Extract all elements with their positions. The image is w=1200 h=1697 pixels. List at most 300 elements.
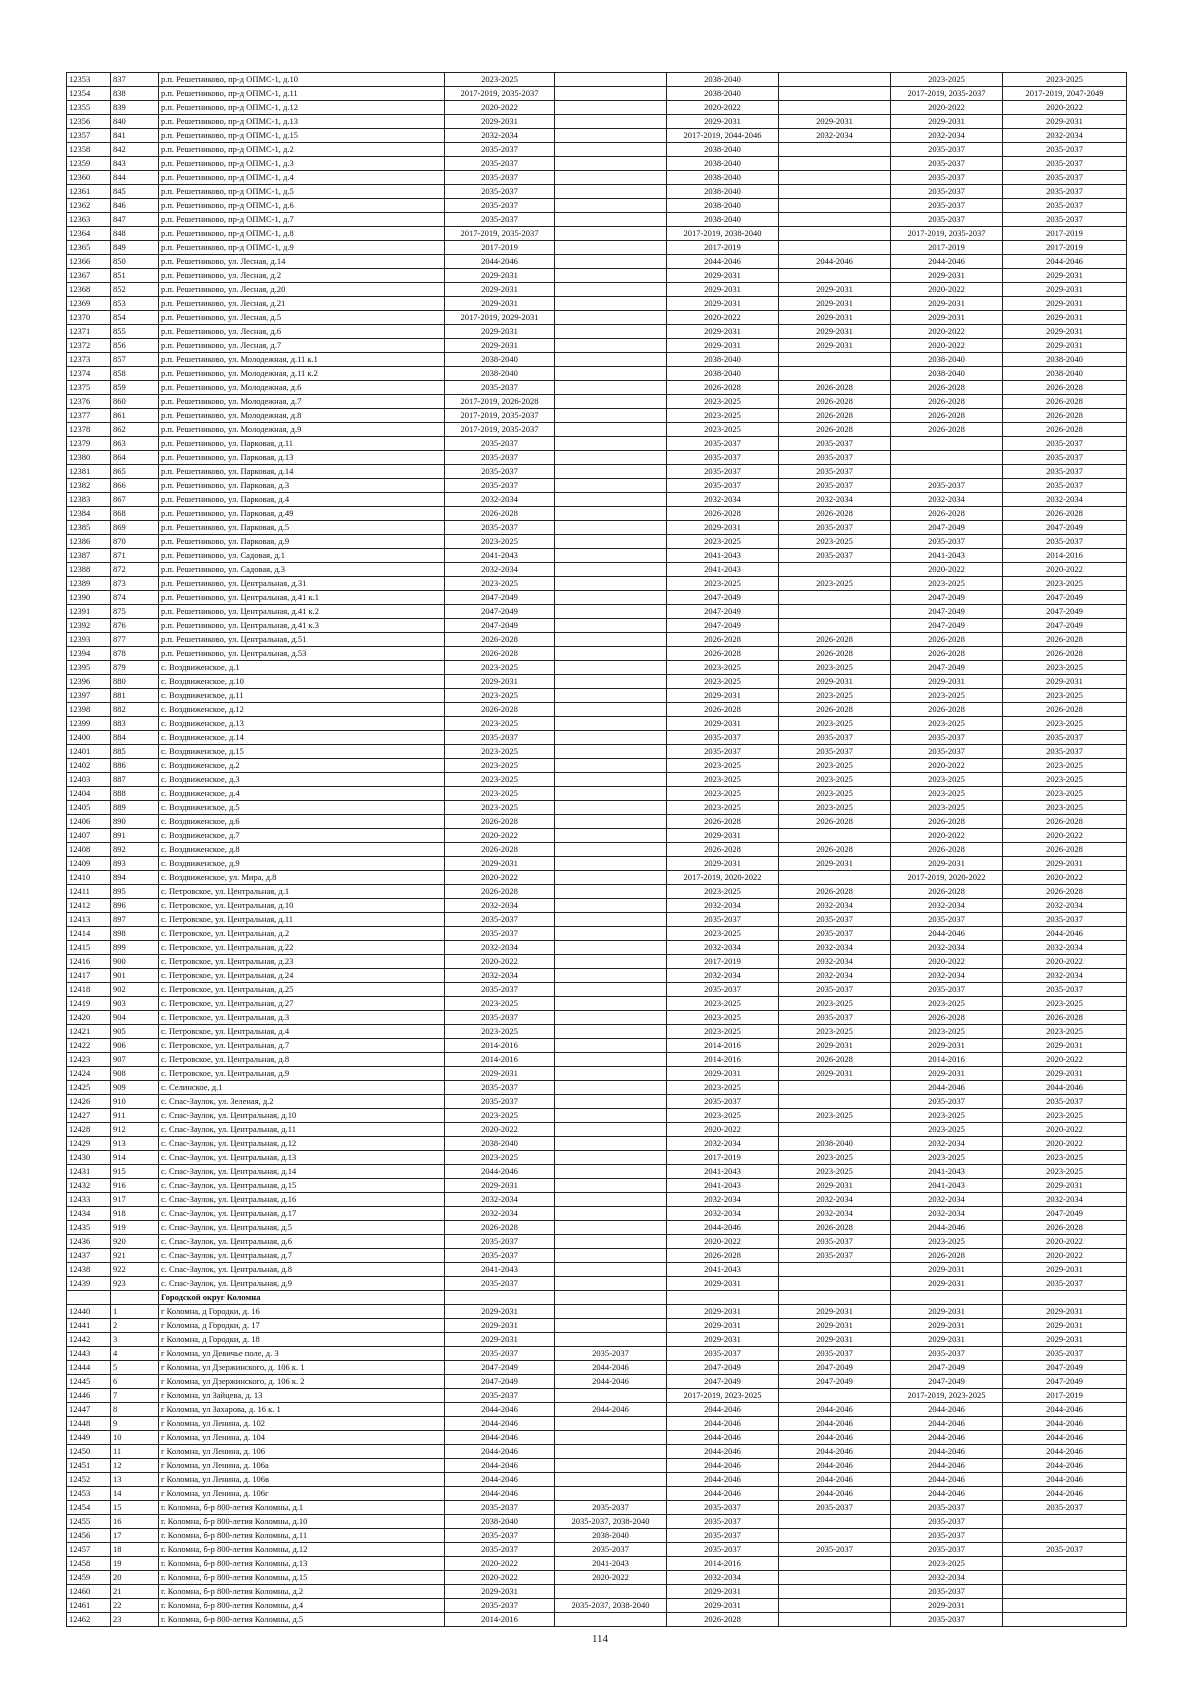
cell-period-4: 2047-2049 <box>779 1375 891 1389</box>
table-row <box>67 493 1127 507</box>
cell-period-1: 2023-2025 <box>445 1025 555 1039</box>
cell-row-id: 12417 <box>67 969 111 983</box>
cell-period-6: 2020-2022 <box>1003 1053 1127 1067</box>
cell-address: г Коломна, ул Зайцева, д. 13 <box>159 1389 445 1403</box>
cell-row-index: 846 <box>111 199 159 213</box>
cell-period-3: 2035-2037 <box>667 913 779 927</box>
table-row <box>67 1081 1127 1095</box>
cell-period-3: 2023-2025 <box>667 1025 779 1039</box>
cell-period-3: 2035-2037 <box>667 1515 779 1529</box>
cell-period-6: 2020-2022 <box>1003 1235 1127 1249</box>
cell-row-index: 876 <box>111 619 159 633</box>
cell-period-2 <box>555 1445 667 1459</box>
cell-row-index: 841 <box>111 129 159 143</box>
cell-address: г. Коломна, б-р 800-летия Коломны, д.11 <box>159 1529 445 1543</box>
cell-period-1: 2017-2019, 2026-2028 <box>445 395 555 409</box>
cell-period-3: 2023-2025 <box>667 675 779 689</box>
cell-period-3: 2017-2019 <box>667 955 779 969</box>
cell-row-id: 12442 <box>67 1333 111 1347</box>
cell-period-4: 2035-2037 <box>779 465 891 479</box>
table-row <box>67 1263 1127 1277</box>
table-row <box>67 1501 1127 1515</box>
cell-period-2 <box>555 661 667 675</box>
table-row <box>67 1235 1127 1249</box>
cell-row-index: 847 <box>111 213 159 227</box>
cell-address: с. Воздвиженское, д.13 <box>159 717 445 731</box>
cell-row-id: 12435 <box>67 1221 111 1235</box>
cell-period-6: 2035-2037 <box>1003 731 1127 745</box>
cell-period-4: 2029-2031 <box>779 1333 891 1347</box>
table-row <box>67 283 1127 297</box>
cell-period-2 <box>555 1319 667 1333</box>
table-row <box>67 1025 1127 1039</box>
cell-period-2 <box>555 101 667 115</box>
cell-row-index: 904 <box>111 1011 159 1025</box>
cell-address: г. Коломна, б-р 800-летия Коломны, д.10 <box>159 1515 445 1529</box>
cell-period-2 <box>555 1585 667 1599</box>
cell-period-1: 2035-2037 <box>445 731 555 745</box>
table-row <box>67 1067 1127 1081</box>
cell-period-3: 2035-2037 <box>667 983 779 997</box>
cell-period-1: 2032-2034 <box>445 129 555 143</box>
cell-period-3: 2029-2031 <box>667 1599 779 1613</box>
cell-period-3: 2044-2046 <box>667 1459 779 1473</box>
cell-period-2 <box>555 871 667 885</box>
cell-period-2 <box>555 1221 667 1235</box>
cell-period-6: 2026-2028 <box>1003 1011 1127 1025</box>
cell-period-1: 2044-2046 <box>445 1459 555 1473</box>
cell-period-4: 2032-2034 <box>779 899 891 913</box>
cell-period-6: 2023-2025 <box>1003 1025 1127 1039</box>
cell-period-6: 2032-2034 <box>1003 899 1127 913</box>
cell-row-id: 12380 <box>67 451 111 465</box>
table-row <box>67 101 1127 115</box>
cell-period-5: 2023-2025 <box>891 1025 1003 1039</box>
cell-row-index: 919 <box>111 1221 159 1235</box>
cell-period-3: 2029-2031 <box>667 717 779 731</box>
cell-period-5: 2032-2034 <box>891 969 1003 983</box>
cell-address: р.п. Решетниково, пр-д ОПМС-1, д.3 <box>159 157 445 171</box>
cell-period-2 <box>555 213 667 227</box>
cell-period-5: 2020-2022 <box>891 955 1003 969</box>
table-row <box>67 689 1127 703</box>
cell-period-6: 2017-2019, 2047-2049 <box>1003 87 1127 101</box>
cell-period-1: 2026-2028 <box>445 703 555 717</box>
cell-address: р.п. Решетниково, пр-д ОПМС-1, д.7 <box>159 213 445 227</box>
cell-period-2 <box>555 927 667 941</box>
cell-period-2 <box>555 493 667 507</box>
cell-period-5: 2020-2022 <box>891 283 1003 297</box>
table-row <box>67 843 1127 857</box>
cell-period-1: 2044-2046 <box>445 1487 555 1501</box>
cell-row-index: 899 <box>111 941 159 955</box>
cell-period-6: 2026-2028 <box>1003 885 1127 899</box>
cell-row-index: 890 <box>111 815 159 829</box>
table-row <box>67 1277 1127 1291</box>
cell-row-id: 12388 <box>67 563 111 577</box>
cell-period-3: 2032-2034 <box>667 1193 779 1207</box>
cell-address: р.п. Решетниково, ул. Центральная, д.31 <box>159 577 445 591</box>
cell-period-3: 2032-2034 <box>667 1207 779 1221</box>
cell-period-2: 2035-2037 <box>555 1347 667 1361</box>
cell-period-5 <box>891 465 1003 479</box>
cell-period-1: 2029-2031 <box>445 297 555 311</box>
cell-address: с. Спас-Заулок, ул. Зеленая, д.2 <box>159 1095 445 1109</box>
cell-period-6: 2035-2037 <box>1003 1277 1127 1291</box>
cell-period-2 <box>555 605 667 619</box>
table-row <box>67 1221 1127 1235</box>
cell-period-3: 2017-2019, 2044-2046 <box>667 129 779 143</box>
cell-period-6: 2035-2037 <box>1003 1095 1127 1109</box>
cell-period-4: 2029-2031 <box>779 1067 891 1081</box>
cell-address: р.п. Решетниково, пр-д ОПМС-1, д.2 <box>159 143 445 157</box>
cell-period-4: 2032-2034 <box>779 1207 891 1221</box>
cell-period-1: 2044-2046 <box>445 1403 555 1417</box>
cell-row-index: 888 <box>111 787 159 801</box>
cell-period-2 <box>555 745 667 759</box>
cell-row-id: 12396 <box>67 675 111 689</box>
cell-period-4: 2044-2046 <box>779 1403 891 1417</box>
cell-address: с. Петровское, ул. Центральная, д.24 <box>159 969 445 983</box>
cell-period-5: 2035-2037 <box>891 185 1003 199</box>
cell-period-1: 2026-2028 <box>445 647 555 661</box>
cell-period-5: 2029-2031 <box>891 269 1003 283</box>
cell-row-index: 896 <box>111 899 159 913</box>
cell-period-2 <box>555 857 667 871</box>
cell-period-4: 2035-2037 <box>779 479 891 493</box>
cell-row-id: 12426 <box>67 1095 111 1109</box>
cell-period-3: 2038-2040 <box>667 185 779 199</box>
cell-address: с. Петровское, ул. Центральная, д.27 <box>159 997 445 1011</box>
cell-period-4: 2035-2037 <box>779 927 891 941</box>
cell-row-id: 12413 <box>67 913 111 927</box>
cell-period-5: 2044-2046 <box>891 1221 1003 1235</box>
table-row <box>67 451 1127 465</box>
cell-address: с. Воздвиженское, д.12 <box>159 703 445 717</box>
cell-period-5: 2026-2028 <box>891 815 1003 829</box>
cell-period-2 <box>555 185 667 199</box>
cell-period-2 <box>555 801 667 815</box>
cell-period-3: 2029-2031 <box>667 1319 779 1333</box>
cell-period-4: 2044-2046 <box>779 1431 891 1445</box>
table-row <box>67 535 1127 549</box>
cell-period-6: 2047-2049 <box>1003 1207 1127 1221</box>
cell-period-2: 2035-2037, 2038-2040 <box>555 1515 667 1529</box>
cell-period-3: 2029-2031 <box>667 829 779 843</box>
cell-period-3: 2023-2025 <box>667 423 779 437</box>
table-row <box>67 1193 1127 1207</box>
cell-row-index: 851 <box>111 269 159 283</box>
cell-row-index: 915 <box>111 1165 159 1179</box>
cell-period-1: 2035-2037 <box>445 213 555 227</box>
cell-period-6: 2038-2040 <box>1003 367 1127 381</box>
cell-period-4: 2044-2046 <box>779 1459 891 1473</box>
cell-address: г. Коломна, б-р 800-летия Коломны, д.13 <box>159 1557 445 1571</box>
cell-row-id: 12369 <box>67 297 111 311</box>
table-row <box>67 591 1127 605</box>
cell-address: с. Воздвиженское, д.8 <box>159 843 445 857</box>
cell-row-id: 12381 <box>67 465 111 479</box>
cell-period-5: 2029-2031 <box>891 857 1003 871</box>
cell-address: р.п. Решетниково, ул. Садовая, д.1 <box>159 549 445 563</box>
cell-period-2 <box>555 1333 667 1347</box>
cell-period-5: 2044-2046 <box>891 1417 1003 1431</box>
cell-period-3: 2023-2025 <box>667 577 779 591</box>
cell-period-5: 2035-2037 <box>891 1585 1003 1599</box>
cell-period-6: 2035-2037 <box>1003 213 1127 227</box>
cell-address: р.п. Решетниково, ул. Парковая, д.14 <box>159 465 445 479</box>
cell-row-index: 21 <box>111 1585 159 1599</box>
cell-period-2: 2038-2040 <box>555 1529 667 1543</box>
cell-period-3: 2041-2043 <box>667 1263 779 1277</box>
cell-period-1: 2029-2031 <box>445 325 555 339</box>
cell-period-3: 2029-2031 <box>667 857 779 871</box>
cell-period-5: 2026-2028 <box>891 507 1003 521</box>
cell-row-index: 883 <box>111 717 159 731</box>
cell-period-6: 2017-2019 <box>1003 227 1127 241</box>
cell-period-1: 2035-2037 <box>445 465 555 479</box>
cell-period-4: 2032-2034 <box>779 129 891 143</box>
cell-period-3: 2023-2025 <box>667 535 779 549</box>
cell-period-2 <box>555 1473 667 1487</box>
cell-period-3: 2038-2040 <box>667 213 779 227</box>
cell-period-3: 2047-2049 <box>667 591 779 605</box>
cell-row-id: 12454 <box>67 1501 111 1515</box>
cell-row-id: 12441 <box>67 1319 111 1333</box>
cell-period-1: 2044-2046 <box>445 1417 555 1431</box>
cell-period-2 <box>555 1109 667 1123</box>
cell-period-4: 2026-2028 <box>779 507 891 521</box>
cell-address: с. Спас-Заулок, ул. Центральная, д.16 <box>159 1193 445 1207</box>
cell-period-1: 2035-2037 <box>445 983 555 997</box>
cell-period-3: 2032-2034 <box>667 899 779 913</box>
cell-period-3: 2020-2022 <box>667 311 779 325</box>
cell-period-6: 2026-2028 <box>1003 703 1127 717</box>
cell-row-id: 12440 <box>67 1305 111 1319</box>
cell-period-1: 2035-2037 <box>445 437 555 451</box>
cell-address: г Коломна, д Городки, д. 17 <box>159 1319 445 1333</box>
cell-address: г Коломна, ул Ленина, д. 106 <box>159 1445 445 1459</box>
table-row <box>67 87 1127 101</box>
cell-period-6: 2023-2025 <box>1003 773 1127 787</box>
cell-address: с. Петровское, ул. Центральная, д.22 <box>159 941 445 955</box>
cell-period-4: 2023-2025 <box>779 1151 891 1165</box>
cell-address: р.п. Решетниково, ул. Центральная, д.41 к.1 <box>159 591 445 605</box>
cell-row-id: 12423 <box>67 1053 111 1067</box>
table-row <box>67 1333 1127 1347</box>
cell-row-id: 12459 <box>67 1571 111 1585</box>
cell-period-2 <box>555 689 667 703</box>
cell-period-4 <box>779 199 891 213</box>
cell-address: с. Петровское, ул. Центральная, д.11 <box>159 913 445 927</box>
table-row <box>67 717 1127 731</box>
cell-period-5: 2047-2049 <box>891 605 1003 619</box>
cell-period-5: 2023-2025 <box>891 577 1003 591</box>
cell-row-index: 22 <box>111 1599 159 1613</box>
cell-period-4 <box>779 619 891 633</box>
cell-row-id: 12421 <box>67 1025 111 1039</box>
cell-period-1: 2020-2022 <box>445 1123 555 1137</box>
cell-period-4: 2032-2034 <box>779 1193 891 1207</box>
table-row <box>67 465 1127 479</box>
cell-row-id: 12360 <box>67 171 111 185</box>
cell-period-4: 2029-2031 <box>779 325 891 339</box>
cell-period-2 <box>555 731 667 745</box>
cell-row-id: 12415 <box>67 941 111 955</box>
cell-row-index: 853 <box>111 297 159 311</box>
cell-period-6: 2035-2037 <box>1003 465 1127 479</box>
cell-period-3: 2035-2037 <box>667 1529 779 1543</box>
cell-period-4 <box>779 101 891 115</box>
cell-period-3: 2038-2040 <box>667 143 779 157</box>
cell-period-4: 2029-2031 <box>779 1039 891 1053</box>
cell-period-1: 2029-2031 <box>445 1067 555 1081</box>
cell-row-id: 12364 <box>67 227 111 241</box>
cell-row-id: 12371 <box>67 325 111 339</box>
cell-period-1: 2035-2037 <box>445 1501 555 1515</box>
cell-period-2 <box>555 1095 667 1109</box>
cell-row-id: 12450 <box>67 1445 111 1459</box>
cell-address: с. Спас-Заулок, ул. Центральная, д.12 <box>159 1137 445 1151</box>
cell-address: г Коломна, д Городки, д. 16 <box>159 1305 445 1319</box>
table-row <box>67 731 1127 745</box>
cell-period-2 <box>555 87 667 101</box>
cell-period-4 <box>779 829 891 843</box>
cell-period-1: 2029-2031 <box>445 857 555 871</box>
cell-period-2 <box>555 787 667 801</box>
cell-row-id: 12453 <box>67 1487 111 1501</box>
cell-address: с. Петровское, ул. Центральная, д.3 <box>159 1011 445 1025</box>
table-row <box>67 241 1127 255</box>
cell-row-index: 911 <box>111 1109 159 1123</box>
cell-period-1: 2035-2037 <box>445 1389 555 1403</box>
cell-period-5: 2029-2031 <box>891 1599 1003 1613</box>
cell-period-2 <box>555 297 667 311</box>
cell-period-5: 2029-2031 <box>891 1319 1003 1333</box>
cell-period-4 <box>779 157 891 171</box>
cell-row-index: 887 <box>111 773 159 787</box>
cell-period-6: 2035-2037 <box>1003 479 1127 493</box>
cell-period-1: 2044-2046 <box>445 1445 555 1459</box>
cell-address: р.п. Решетниково, ул. Молодежная, д.8 <box>159 409 445 423</box>
table-row <box>67 857 1127 871</box>
cell-period-3: 2014-2016 <box>667 1053 779 1067</box>
cell-address: р.п. Решетниково, ул. Лесная, д.6 <box>159 325 445 339</box>
cell-period-6: 2029-2031 <box>1003 297 1127 311</box>
cell-period-4 <box>779 1095 891 1109</box>
cell-period-5: 2044-2046 <box>891 1431 1003 1445</box>
cell-period-5: 2017-2019, 2035-2037 <box>891 87 1003 101</box>
cell-period-4 <box>779 563 891 577</box>
cell-row-index: 18 <box>111 1543 159 1557</box>
cell-row-id: 12361 <box>67 185 111 199</box>
table-row <box>67 1529 1127 1543</box>
cell-period-5: 2023-2025 <box>891 801 1003 815</box>
cell-period-5: 2032-2034 <box>891 941 1003 955</box>
cell-period-5: 2035-2037 <box>891 1515 1003 1529</box>
cell-period-3: 2023-2025 <box>667 1011 779 1025</box>
table-row <box>67 605 1127 619</box>
cell-period-6: 2032-2034 <box>1003 941 1127 955</box>
cell-period-5: 2026-2028 <box>891 381 1003 395</box>
cell-row-index: 920 <box>111 1235 159 1249</box>
cell-period-4: 2026-2028 <box>779 843 891 857</box>
cell-row-index: 901 <box>111 969 159 983</box>
cell-period-2 <box>555 1011 667 1025</box>
cell-row-id: 12416 <box>67 955 111 969</box>
table-row <box>67 1347 1127 1361</box>
cell-period-6: 2029-2031 <box>1003 675 1127 689</box>
cell-row-index: 922 <box>111 1263 159 1277</box>
cell-row-index: 921 <box>111 1249 159 1263</box>
cell-period-1: 2020-2022 <box>445 101 555 115</box>
cell-row-id: 12356 <box>67 115 111 129</box>
cell-address: с. Петровское, ул. Центральная, д.10 <box>159 899 445 913</box>
cell-address: с. Воздвиженское, д.2 <box>159 759 445 773</box>
cell-period-3: 2044-2046 <box>667 255 779 269</box>
cell-period-1: 2044-2046 <box>445 1165 555 1179</box>
cell-period-3: 2020-2022 <box>667 1123 779 1137</box>
cell-period-1: 2029-2031 <box>445 1179 555 1193</box>
cell-period-1: 2017-2019 <box>445 241 555 255</box>
cell-period-4: 2023-2025 <box>779 1109 891 1123</box>
cell-period-3: 2029-2031 <box>667 521 779 535</box>
cell-period-6: 2047-2049 <box>1003 591 1127 605</box>
cell-period-2 <box>555 325 667 339</box>
cell-period-5: 2029-2031 <box>891 1333 1003 1347</box>
cell-period-4: 2023-2025 <box>779 1025 891 1039</box>
cell-row-index: 882 <box>111 703 159 717</box>
cell-period-1: 2023-2025 <box>445 1109 555 1123</box>
cell-period-3: 2035-2037 <box>667 479 779 493</box>
cell-period-5: 2026-2028 <box>891 843 1003 857</box>
cell-row-index: 902 <box>111 983 159 997</box>
cell-period-4 <box>779 1599 891 1613</box>
cell-period-3: 2041-2043 <box>667 549 779 563</box>
table-row <box>67 1585 1127 1599</box>
cell-address: с. Воздвиженское, д.5 <box>159 801 445 815</box>
cell-period-6: 2035-2037 <box>1003 913 1127 927</box>
cell-row-index: 837 <box>111 73 159 87</box>
cell-period-5: 2047-2049 <box>891 521 1003 535</box>
cell-period-5: 2029-2031 <box>891 1277 1003 1291</box>
cell-row-id: 12385 <box>67 521 111 535</box>
cell-period-6: 2035-2037 <box>1003 745 1127 759</box>
cell-period-3: 2035-2037 <box>667 745 779 759</box>
cell-period-2 <box>555 1123 667 1137</box>
cell-row-index: 860 <box>111 395 159 409</box>
cell-period-1: 2020-2022 <box>445 955 555 969</box>
cell-period-5: 2035-2037 <box>891 213 1003 227</box>
cell-period-1: 2023-2025 <box>445 801 555 815</box>
section-empty-cell <box>667 1291 779 1305</box>
cell-period-4: 2044-2046 <box>779 1445 891 1459</box>
cell-period-6: 2044-2046 <box>1003 1445 1127 1459</box>
cell-period-4: 2032-2034 <box>779 493 891 507</box>
table-row <box>67 1151 1127 1165</box>
cell-period-4: 2029-2031 <box>779 311 891 325</box>
cell-period-3: 2023-2025 <box>667 1081 779 1095</box>
cell-period-3: 2023-2025 <box>667 759 779 773</box>
cell-period-1: 2023-2025 <box>445 773 555 787</box>
cell-row-index: 1 <box>111 1305 159 1319</box>
cell-period-6: 2023-2025 <box>1003 1109 1127 1123</box>
cell-period-6: 2029-2031 <box>1003 311 1127 325</box>
cell-address: р.п. Решетниково, ул. Парковая, д.5 <box>159 521 445 535</box>
cell-row-id: 12409 <box>67 857 111 871</box>
table-row <box>67 1053 1127 1067</box>
cell-period-5: 2017-2019, 2023-2025 <box>891 1389 1003 1403</box>
